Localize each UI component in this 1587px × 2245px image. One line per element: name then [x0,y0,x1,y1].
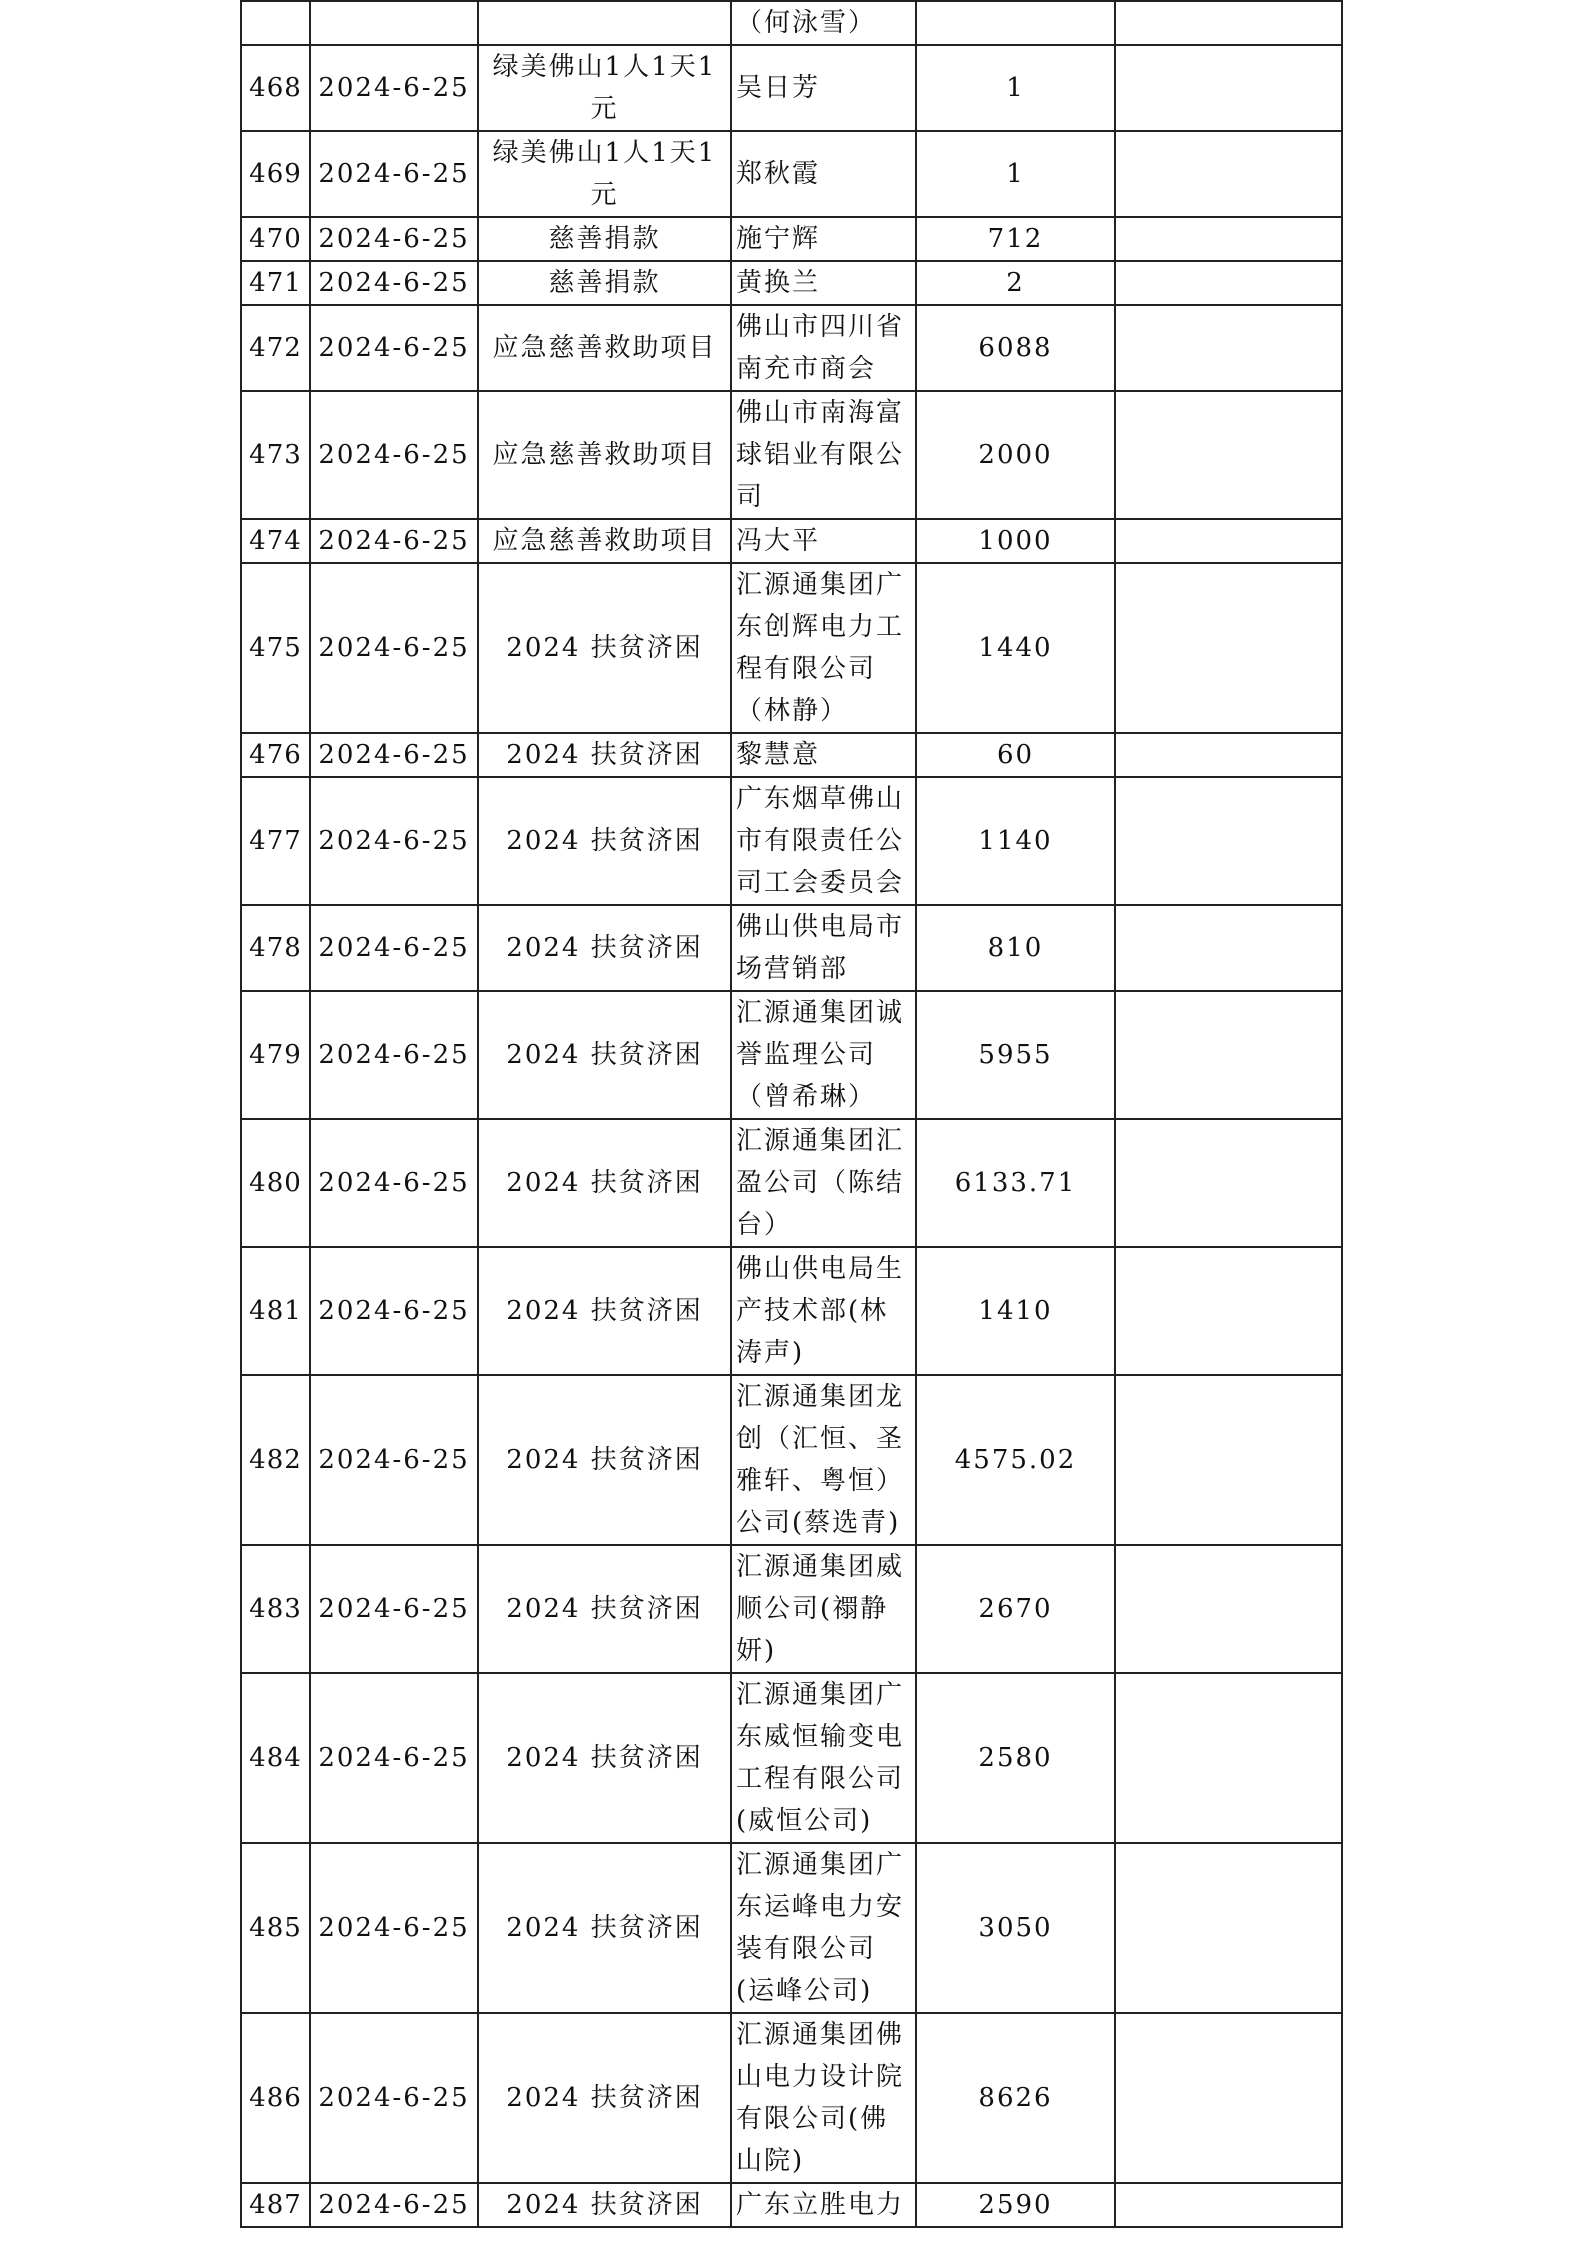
donation-amount-cell [916,733,1115,777]
project-name-cell [478,1,731,45]
donation-amount-cell [916,2183,1115,2227]
table-row [241,305,1342,391]
donation-date: 2024-6-25 [318,1445,470,1475]
donation-amount: 2000 [978,440,1053,470]
project-name-cell [478,261,731,305]
donation-date: 2024-6-25 [318,224,470,254]
donation-date: 2024-6-25 [318,740,470,770]
donation-amount: 712 [987,224,1044,254]
donation-amount: 1 [1006,159,1025,189]
remark-cell [1115,1,1342,45]
donation-date-cell [310,1375,478,1545]
table-row [241,131,1342,217]
row-number: 473 [249,440,302,470]
remark-cell [1115,1119,1342,1247]
donation-date: 2024-6-25 [318,826,470,856]
donor-name-cell [731,563,916,733]
row-number-cell [241,777,310,905]
project-name: 应急慈善救助项目 [492,333,717,363]
donation-amount: 6088 [978,333,1053,363]
row-number-cell [241,1,310,45]
donor-name-cell [731,261,916,305]
donation-amount-cell [916,1843,1115,2013]
donation-amount: 6133.71 [954,1168,1077,1198]
donor-name: 佛山供电局市 场营销部 [736,912,905,984]
remark-cell [1115,563,1342,733]
donor-name: 佛山市南海富 球铝业有限公 司 [736,398,905,512]
table-row [241,2013,1342,2183]
donation-date-cell [310,777,478,905]
donor-name: 汇源通集团诚 誉监理公司 （曾希琳） [736,998,905,1112]
remark-cell [1115,1545,1342,1673]
donor-name: 汇源通集团佛 山电力设计院 有限公司(佛 山院) [736,2020,905,2176]
row-number-cell [241,563,310,733]
row-number: 469 [249,159,302,189]
donation-date: 2024-6-25 [318,526,470,556]
project-name-cell [478,217,731,261]
donor-name-cell [731,1545,916,1673]
project-name-cell [478,131,731,217]
donation-amount-cell [916,391,1115,519]
donor-name: 汇源通集团广 东运峰电力安 装有限公司 (运峰公司) [736,1850,905,2006]
donation-date: 2024-6-25 [318,73,470,103]
donation-date-cell [310,563,478,733]
row-number-cell [241,261,310,305]
donation-amount: 1440 [978,633,1053,663]
donation-table [240,0,1343,2228]
donor-name: 汇源通集团威 顺公司(禤静 妍) [736,1552,905,1666]
donation-amount: 3050 [978,1913,1053,1943]
row-number-cell [241,217,310,261]
table-row [241,45,1342,131]
donation-date-cell [310,1,478,45]
project-name-cell [478,777,731,905]
row-number: 476 [249,740,302,770]
donor-name: 汇源通集团龙 创（汇恒、圣 雅轩、粤恒） 公司(蔡选青) [736,1382,905,1538]
row-number-cell [241,1119,310,1247]
row-number-cell [241,2183,310,2227]
table-row [241,563,1342,733]
donor-name: 郑秋霞 [736,159,821,189]
donation-amount: 4575.02 [954,1445,1077,1475]
donation-date-cell [310,519,478,563]
project-name-cell [478,1247,731,1375]
remark-cell [1115,733,1342,777]
donation-amount-cell [916,1545,1115,1673]
donation-amount: 2670 [978,1594,1053,1624]
row-number-cell [241,305,310,391]
donation-date-cell [310,905,478,991]
remark-cell [1115,905,1342,991]
row-number: 484 [249,1743,302,1773]
project-name: 慈善捐款 [548,224,661,254]
donation-amount-cell [916,905,1115,991]
project-name-cell [478,905,731,991]
donor-name-cell [731,1375,916,1545]
donation-date: 2024-6-25 [318,633,470,663]
remark-cell [1115,217,1342,261]
donor-name-cell [731,2183,916,2227]
row-number-cell [241,1247,310,1375]
donor-name-cell [731,131,916,217]
project-name-cell [478,1843,731,2013]
row-number: 482 [249,1445,302,1475]
donation-amount-cell [916,261,1115,305]
donation-amount: 810 [987,933,1044,963]
donation-amount-cell [916,519,1115,563]
project-name: 2024 扶贫济困 [506,1296,703,1326]
remark-cell [1115,1843,1342,2013]
donation-date: 2024-6-25 [318,1594,470,1624]
donation-date: 2024-6-25 [318,1913,470,1943]
table-row [241,2183,1342,2227]
donation-date-cell [310,1119,478,1247]
donor-name: 广东烟草佛山 市有限责任公 司工会委员会 [736,784,905,898]
project-name: 2024 扶贫济困 [506,2083,703,2113]
row-number-cell [241,131,310,217]
donor-name-cell [731,777,916,905]
remark-cell [1115,391,1342,519]
donor-name-cell [731,519,916,563]
project-name: 2024 扶贫济困 [506,740,703,770]
project-name-cell [478,1119,731,1247]
row-number-cell [241,2013,310,2183]
table-row [241,1843,1342,2013]
row-number-cell [241,45,310,131]
donor-name-cell [731,391,916,519]
remark-cell [1115,1673,1342,1843]
project-name: 2024 扶贫济困 [506,1445,703,1475]
row-number-cell [241,991,310,1119]
project-name: 2024 扶贫济困 [506,1040,703,1070]
row-number: 487 [249,2190,302,2220]
donation-amount-cell [916,777,1115,905]
project-name: 绿美佛山1人1天1 元 [492,138,717,210]
donation-amount: 1410 [978,1296,1053,1326]
donation-date-cell [310,2183,478,2227]
remark-cell [1115,45,1342,131]
donor-name-cell [731,217,916,261]
donation-amount-cell [916,1375,1115,1545]
row-number-cell [241,905,310,991]
project-name: 2024 扶贫济困 [506,933,703,963]
row-number: 471 [249,268,302,298]
donation-date-cell [310,45,478,131]
remark-cell [1115,1375,1342,1545]
donation-date-cell [310,1843,478,2013]
donation-date: 2024-6-25 [318,1168,470,1198]
remark-cell [1115,777,1342,905]
project-name: 2024 扶贫济困 [506,2190,703,2220]
donor-name: （何泳雪） [736,8,877,38]
donor-name-cell [731,1,916,45]
table-row [241,1545,1342,1673]
donor-name-cell [731,2013,916,2183]
row-number: 479 [249,1040,302,1070]
donation-date-cell [310,1673,478,1843]
row-number: 478 [249,933,302,963]
table-row [241,519,1342,563]
donation-amount: 8626 [978,2083,1053,2113]
donation-date-cell [310,131,478,217]
table-row [241,217,1342,261]
remark-cell [1115,1247,1342,1375]
donation-amount: 5955 [978,1040,1053,1070]
project-name-cell [478,1545,731,1673]
donor-name: 吴日芳 [736,73,821,103]
donation-date: 2024-6-25 [318,333,470,363]
row-number: 472 [249,333,302,363]
row-number: 485 [249,1913,302,1943]
table-row [241,1375,1342,1545]
project-name-cell [478,391,731,519]
donation-date-cell [310,217,478,261]
table-row [241,991,1342,1119]
table-row [241,1,1342,45]
donation-date: 2024-6-25 [318,2190,470,2220]
donation-date-cell [310,261,478,305]
project-name: 2024 扶贫济困 [506,1913,703,1943]
donor-name: 黄换兰 [736,268,821,298]
row-number-cell [241,1375,310,1545]
row-number: 483 [249,1594,302,1624]
donation-table-body [241,1,1342,2227]
donation-date: 2024-6-25 [318,159,470,189]
donation-amount-cell [916,1,1115,45]
project-name-cell [478,519,731,563]
project-name: 应急慈善救助项目 [492,440,717,470]
donation-amount-cell [916,305,1115,391]
remark-cell [1115,261,1342,305]
row-number: 486 [249,2083,302,2113]
donation-date-cell [310,305,478,391]
project-name-cell [478,2013,731,2183]
project-name-cell [478,991,731,1119]
donation-date: 2024-6-25 [318,268,470,298]
project-name-cell [478,1673,731,1843]
project-name: 2024 扶贫济困 [506,826,703,856]
row-number-cell [241,519,310,563]
remark-cell [1115,2183,1342,2227]
project-name: 2024 扶贫济困 [506,633,703,663]
row-number-cell [241,1673,310,1843]
donation-date: 2024-6-25 [318,1040,470,1070]
donor-name: 佛山市四川省 南充市商会 [736,312,905,384]
project-name-cell [478,563,731,733]
donor-name-cell [731,45,916,131]
donation-amount: 1 [1006,73,1025,103]
donation-date: 2024-6-25 [318,933,470,963]
donor-name-cell [731,1843,916,2013]
table-row [241,1673,1342,1843]
donor-name: 广东立胜电力 [736,2190,905,2220]
remark-cell [1115,519,1342,563]
donor-name-cell [731,305,916,391]
donor-name: 冯大平 [736,526,821,556]
row-number-cell [241,733,310,777]
donation-amount-cell [916,1673,1115,1843]
project-name-cell [478,733,731,777]
donor-name: 佛山供电局生 产技术部(林 涛声) [736,1254,905,1368]
donation-amount-cell [916,45,1115,131]
project-name-cell [478,45,731,131]
donation-amount: 1140 [978,826,1053,856]
donor-name-cell [731,905,916,991]
donation-amount-cell [916,217,1115,261]
row-number: 475 [249,633,302,663]
table-row [241,1247,1342,1375]
donor-name-cell [731,1119,916,1247]
donation-amount: 60 [996,740,1035,770]
row-number: 477 [249,826,302,856]
donor-name: 汇源通集团汇 盈公司（陈结 台） [736,1126,905,1240]
project-name-cell [478,1375,731,1545]
donation-date: 2024-6-25 [318,2083,470,2113]
donation-amount: 2580 [978,1743,1053,1773]
project-name: 慈善捐款 [548,268,661,298]
remark-cell [1115,991,1342,1119]
row-number-cell [241,391,310,519]
project-name: 2024 扶贫济困 [506,1594,703,1624]
donation-date-cell [310,991,478,1119]
donation-amount-cell [916,2013,1115,2183]
remark-cell [1115,305,1342,391]
donor-name-cell [731,1673,916,1843]
table-row [241,1119,1342,1247]
table-row [241,733,1342,777]
donation-amount-cell [916,1247,1115,1375]
donor-name: 汇源通集团广 东创辉电力工 程有限公司 （林静） [736,570,905,726]
donor-name-cell [731,1247,916,1375]
donation-date: 2024-6-25 [318,440,470,470]
project-name: 2024 扶贫济困 [506,1743,703,1773]
donation-date-cell [310,2013,478,2183]
donor-name: 汇源通集团广 东威恒输变电 工程有限公司 (威恒公司) [736,1680,905,1836]
row-number: 470 [249,224,302,254]
row-number-cell [241,1843,310,2013]
table-row [241,391,1342,519]
donation-amount: 1000 [978,526,1053,556]
donor-name: 施宁辉 [736,224,821,254]
donation-amount-cell [916,991,1115,1119]
table-row [241,261,1342,305]
row-number-cell [241,1545,310,1673]
remark-cell [1115,131,1342,217]
donation-date-cell [310,1545,478,1673]
project-name-cell [478,2183,731,2227]
donor-name-cell [731,991,916,1119]
project-name: 绿美佛山1人1天1 元 [492,52,717,124]
donation-date-cell [310,391,478,519]
remark-cell [1115,2013,1342,2183]
table-row [241,905,1342,991]
row-number: 480 [249,1168,302,1198]
donation-amount-cell [916,563,1115,733]
donation-amount: 2590 [978,2190,1053,2220]
row-number: 474 [249,526,302,556]
donation-date-cell [310,733,478,777]
donation-amount-cell [916,131,1115,217]
donor-name: 黎慧意 [736,740,821,770]
row-number: 481 [249,1296,302,1326]
donation-date: 2024-6-25 [318,1743,470,1773]
donation-date-cell [310,1247,478,1375]
table-row [241,777,1342,905]
donation-amount-cell [916,1119,1115,1247]
project-name-cell [478,305,731,391]
row-number: 468 [249,73,302,103]
donation-date: 2024-6-25 [318,1296,470,1326]
donation-amount: 2 [1006,268,1025,298]
project-name: 2024 扶贫济困 [506,1168,703,1198]
donor-name-cell [731,733,916,777]
project-name: 应急慈善救助项目 [492,526,717,556]
